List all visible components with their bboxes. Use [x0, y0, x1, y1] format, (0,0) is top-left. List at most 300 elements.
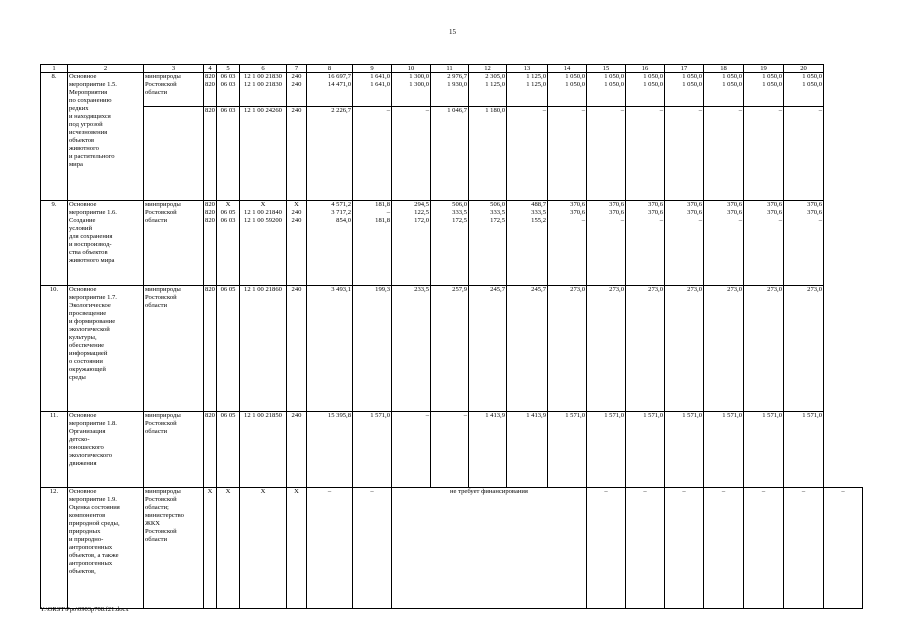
cell-line: природной среды,: [69, 520, 120, 527]
cell-line: 1 050,0: [604, 81, 624, 88]
value-cell: [469, 286, 507, 412]
value-cell: [784, 73, 824, 107]
responsible-agency: [144, 488, 204, 609]
value-cell: [431, 286, 469, 412]
cell-line: 240: [291, 412, 302, 419]
value-cell: –: [824, 488, 863, 609]
row-number: 10.: [41, 286, 68, 412]
measure-title: [68, 286, 144, 412]
cell-line: 1 050,0: [722, 81, 742, 88]
cell-line: 1 050,0: [802, 81, 822, 88]
cell-line: 820: [205, 286, 215, 293]
code-cell: Х: [217, 488, 240, 609]
cell-line: объектов, а также: [69, 552, 119, 559]
table-row: [41, 73, 863, 107]
cell-line: 1 571,0: [682, 412, 702, 419]
cell-line: Ростовской: [145, 294, 177, 301]
value-cell: [353, 286, 392, 412]
column-header: 18: [704, 65, 744, 73]
cell-line: 488,7: [531, 201, 546, 208]
value-cell: [548, 286, 587, 412]
cell-line: ЖКХ: [145, 520, 161, 527]
cell-line: 172,5: [452, 217, 467, 224]
cell-line: Х: [225, 201, 231, 208]
value-cell: [431, 201, 469, 286]
cell-line: 370,6: [648, 209, 663, 216]
cell-line: 14 471,0: [327, 81, 351, 88]
cell-line: области: [145, 89, 168, 96]
value-cell: [307, 107, 353, 201]
cell-line: 294,5: [414, 201, 429, 208]
value-cell: [744, 412, 784, 488]
value-cell: [626, 73, 665, 107]
cell-line: 181,8: [375, 217, 390, 224]
cell-line: 370,6: [767, 209, 782, 216]
cell-line: 1 050,0: [722, 73, 742, 80]
value-cell: [784, 412, 824, 488]
cell-line: редких: [69, 105, 89, 112]
value-cell: [665, 412, 704, 488]
column-header: 9: [353, 65, 392, 73]
cell-line: юношеского: [69, 444, 104, 451]
value-cell: –: [353, 488, 392, 609]
table-row: [41, 286, 863, 412]
value-cell: [240, 107, 287, 201]
value-cell: [307, 412, 353, 488]
cell-line: 1 930,0: [447, 81, 467, 88]
cell-line: 333,5: [531, 209, 546, 216]
cell-line: и формирование: [69, 318, 116, 325]
value-cell: [392, 73, 431, 107]
cell-line: 506,0: [490, 201, 505, 208]
cell-line: окружающей: [69, 366, 106, 373]
cell-line: 181,8: [375, 201, 390, 208]
value-cell: [287, 286, 307, 412]
cell-line: –: [778, 217, 782, 224]
cell-line: Ростовской: [145, 209, 177, 216]
cell-line: 854,0: [336, 217, 351, 224]
value-cell: [784, 286, 824, 412]
cell-line: минприроды: [145, 488, 181, 495]
value-cell: [548, 107, 587, 201]
value-cell: [287, 107, 307, 201]
cell-line: среды: [69, 374, 86, 381]
value-cell: [507, 412, 548, 488]
cell-line: министерство: [145, 512, 184, 519]
cell-line: 1 413,9: [485, 412, 505, 419]
value-cell: [217, 286, 240, 412]
cell-line: области;: [145, 504, 169, 511]
value-cell: [217, 73, 240, 107]
value-cell: [353, 73, 392, 107]
value-cell: –: [665, 488, 704, 609]
column-header: 6: [240, 65, 287, 73]
cell-line: –: [698, 217, 702, 224]
cell-line: животного: [69, 145, 99, 152]
cell-line: Основное: [69, 488, 97, 495]
table-row: [41, 488, 863, 609]
cell-line: 12 1 00 59200: [244, 217, 282, 224]
cell-line: 273,0: [807, 286, 822, 293]
cell-line: по сохранению: [69, 97, 112, 104]
column-header: 5: [217, 65, 240, 73]
cell-line: 370,6: [570, 201, 585, 208]
cell-line: 370,6: [807, 201, 822, 208]
cell-line: движения: [69, 460, 97, 467]
cell-line: 1 571,0: [565, 412, 585, 419]
row-number: 11.: [41, 412, 68, 488]
cell-line: 333,5: [490, 209, 505, 216]
cell-line: и находящихся: [69, 113, 111, 120]
cell-line: минприроды: [145, 201, 181, 208]
value-cell: [469, 73, 507, 107]
cell-line: мероприятие 1.5.: [69, 81, 117, 88]
value-cell: [353, 412, 392, 488]
value-cell: [784, 201, 824, 286]
value-cell: [392, 201, 431, 286]
cell-line: 172,5: [490, 217, 505, 224]
value-cell: [507, 73, 548, 107]
cell-line: –: [659, 107, 663, 114]
value-cell: [204, 201, 217, 286]
cell-line: 273,0: [767, 286, 782, 293]
cell-line: 245,7: [531, 286, 546, 293]
cell-line: 1 571,0: [643, 412, 663, 419]
measure-title: [68, 412, 144, 488]
cell-line: –: [463, 412, 467, 419]
column-header: 20: [784, 65, 824, 73]
cell-line: –: [738, 107, 742, 114]
cell-line: 16 697,7: [327, 73, 351, 80]
table-row: [41, 201, 863, 286]
value-cell: [744, 73, 784, 107]
value-cell: [744, 286, 784, 412]
cell-line: Ростовской: [145, 496, 177, 503]
cell-line: 06 03: [220, 107, 236, 114]
value-cell: [307, 201, 353, 286]
cell-line: экологической: [69, 326, 110, 333]
value-cell: [507, 107, 548, 201]
responsible-agency: [144, 201, 204, 286]
cell-line: Х: [294, 201, 299, 208]
cell-line: 1 641,0: [370, 81, 390, 88]
value-cell: [744, 201, 784, 286]
row-number: 8.: [41, 73, 68, 201]
cell-line: 1 300,0: [409, 73, 429, 80]
value-cell: [704, 107, 744, 201]
value-cell: [587, 73, 626, 107]
value-cell: [287, 412, 307, 488]
value-cell: [548, 201, 587, 286]
cell-line: Основное: [69, 286, 97, 293]
value-cell: [392, 286, 431, 412]
cell-line: 273,0: [648, 286, 663, 293]
cell-line: просвещение: [69, 310, 107, 317]
cell-line: информацией: [69, 350, 108, 357]
value-cell: [626, 412, 665, 488]
cell-line: 1 050,0: [643, 81, 663, 88]
value-cell: [287, 201, 307, 286]
value-cell: [704, 73, 744, 107]
value-cell: [587, 107, 626, 201]
value-cell: [665, 107, 704, 201]
column-header: 8: [307, 65, 353, 73]
value-cell: [204, 412, 217, 488]
table-row: [41, 412, 863, 488]
value-cell: [307, 73, 353, 107]
cell-line: 12 1 00 21840: [244, 209, 282, 216]
cell-line: 1 180,0: [485, 107, 505, 114]
value-cell: [704, 412, 744, 488]
column-header: 13: [507, 65, 548, 73]
value-cell: [353, 107, 392, 201]
cell-line: 820: [205, 412, 215, 419]
value-cell: [548, 73, 587, 107]
cell-line: 06 05: [220, 412, 236, 419]
column-header: 2: [68, 65, 144, 73]
column-header: 16: [626, 65, 665, 73]
column-header: 17: [665, 65, 704, 73]
column-header: 19: [744, 65, 784, 73]
column-header: 12: [469, 65, 507, 73]
value-cell: [469, 107, 507, 201]
cell-line: 2 226,7: [331, 107, 351, 114]
value-cell: [507, 201, 548, 286]
code-cell: Х: [240, 488, 287, 609]
cell-line: животного мира: [69, 257, 115, 264]
cell-line: Создание: [69, 217, 96, 224]
cell-line: ства объектов: [69, 249, 108, 256]
cell-line: компонентов: [69, 512, 106, 519]
cell-line: мероприятие 1.7.: [69, 294, 117, 301]
value-cell: [353, 201, 392, 286]
value-cell: [217, 412, 240, 488]
cell-line: условий: [69, 225, 92, 232]
cell-line: 1 125,0: [526, 81, 546, 88]
cell-line: –: [425, 412, 429, 419]
cell-line: Мероприятия: [69, 89, 108, 96]
value-cell: [665, 201, 704, 286]
value-cell: [548, 412, 587, 488]
value-cell: [307, 286, 353, 412]
cell-line: 2 976,7: [447, 73, 467, 80]
cell-line: для сохранения: [69, 233, 113, 240]
cell-line: –: [738, 217, 742, 224]
cell-line: 820: [205, 217, 215, 224]
cell-line: –: [659, 217, 663, 224]
cell-line: 257,9: [452, 286, 467, 293]
cell-line: 12 1 00 21860: [244, 286, 282, 293]
header-row: [41, 65, 863, 73]
value-cell: [587, 201, 626, 286]
cell-line: природных: [69, 528, 101, 535]
cell-line: 245,7: [490, 286, 505, 293]
cell-line: 370,6: [727, 201, 742, 208]
value-cell: [665, 286, 704, 412]
cell-line: 1 413,9: [526, 412, 546, 419]
value-cell: [392, 412, 431, 488]
value-cell: [240, 286, 287, 412]
cell-line: 240: [291, 81, 302, 88]
cell-line: и растительного: [69, 153, 115, 160]
cell-line: антропогенных: [69, 544, 113, 551]
cell-line: минприроды: [145, 412, 181, 419]
cell-line: 2 305,0: [485, 73, 505, 80]
value-cell: [204, 73, 217, 107]
cell-line: 1 050,0: [802, 73, 822, 80]
cell-line: 06 03: [220, 217, 236, 224]
cell-line: 172,0: [414, 217, 429, 224]
cell-line: –: [386, 209, 390, 216]
cell-line: 240: [291, 107, 302, 114]
cell-line: 820: [205, 201, 215, 208]
cell-line: 370,6: [648, 201, 663, 208]
cell-line: 1 050,0: [604, 73, 624, 80]
value-cell: [784, 107, 824, 201]
column-header: 1: [41, 65, 68, 73]
value-cell: [507, 286, 548, 412]
value-cell: [204, 286, 217, 412]
cell-line: 12 1 00 21850: [244, 412, 282, 419]
value-cell: –: [626, 488, 665, 609]
cell-line: 4 571,2: [331, 201, 351, 208]
no-funding-note: не требует финансирования: [392, 488, 587, 609]
cell-line: 820: [205, 107, 215, 114]
cell-line: 506,0: [452, 201, 467, 208]
value-cell: [704, 286, 744, 412]
cell-line: исчезновения: [69, 129, 108, 136]
value-cell: [626, 201, 665, 286]
cell-line: 1 050,0: [565, 73, 585, 80]
cell-line: 370,6: [609, 209, 624, 216]
cell-line: –: [581, 217, 585, 224]
value-cell: –: [587, 488, 626, 609]
cell-line: 1 050,0: [682, 73, 702, 80]
cell-line: –: [620, 217, 624, 224]
cell-line: мира: [69, 161, 83, 168]
cell-line: минприроды: [145, 286, 181, 293]
cell-line: –: [542, 107, 546, 114]
row-number: 9.: [41, 201, 68, 286]
cell-line: –: [778, 107, 782, 114]
cell-line: 155,2: [531, 217, 546, 224]
cell-line: 15 395,8: [327, 412, 351, 419]
cell-line: 06 05: [220, 286, 236, 293]
cell-line: обеспечение: [69, 342, 105, 349]
cell-line: 1 571,0: [762, 412, 782, 419]
cell-line: области: [145, 428, 168, 435]
cell-line: и природно-: [69, 536, 104, 543]
cell-line: мероприятие 1.9.: [69, 496, 117, 503]
cell-line: 199,3: [375, 286, 390, 293]
column-header: 10: [392, 65, 431, 73]
cell-line: под угрозой: [69, 121, 103, 128]
cell-line: 1 571,0: [604, 412, 624, 419]
cell-line: мероприятие 1.8.: [69, 420, 117, 427]
cell-line: 240: [291, 217, 302, 224]
cell-line: Основное: [69, 73, 97, 80]
cell-line: 1 300,0: [409, 81, 429, 88]
cell-line: 240: [291, 209, 302, 216]
cell-line: 1 641,0: [370, 73, 390, 80]
value-cell: [469, 412, 507, 488]
cell-line: 370,6: [687, 209, 702, 216]
cell-line: 122,5: [414, 209, 429, 216]
cell-line: Основное: [69, 201, 97, 208]
column-header: 14: [548, 65, 587, 73]
cell-line: 333,5: [452, 209, 467, 216]
value-cell: [626, 107, 665, 201]
cell-line: антропогенных: [69, 560, 113, 567]
cell-line: 1 050,0: [762, 81, 782, 88]
page-number: 15: [449, 28, 456, 36]
cell-line: минприроды: [145, 73, 181, 80]
value-cell: [240, 73, 287, 107]
value-cell: [240, 201, 287, 286]
measure-title: [68, 73, 144, 201]
cell-line: 1 050,0: [643, 73, 663, 80]
cell-line: –: [425, 107, 429, 114]
value-cell: [217, 107, 240, 201]
value-cell: [626, 286, 665, 412]
value-cell: –: [744, 488, 784, 609]
cell-line: 273,0: [570, 286, 585, 293]
cell-line: 1 050,0: [682, 81, 702, 88]
cell-line: 273,0: [727, 286, 742, 293]
cell-line: –: [698, 107, 702, 114]
cell-line: Х: [260, 201, 266, 208]
value-cell: [240, 412, 287, 488]
cell-line: 1 046,7: [447, 107, 467, 114]
cell-line: –: [581, 107, 585, 114]
measure-title: [68, 488, 144, 609]
cell-line: 370,6: [767, 201, 782, 208]
cell-line: Ростовской: [145, 420, 177, 427]
cell-line: 233,5: [414, 286, 429, 293]
value-cell: [431, 412, 469, 488]
cell-line: области: [145, 536, 168, 543]
cell-line: 240: [291, 73, 302, 80]
column-header: 7: [287, 65, 307, 73]
cell-line: детско-: [69, 436, 90, 443]
cell-line: 370,6: [727, 209, 742, 216]
cell-line: объектов: [69, 137, 95, 144]
cell-line: 370,6: [609, 201, 624, 208]
cell-line: 12 1 00 24260: [244, 107, 282, 114]
value-cell: [704, 201, 744, 286]
responsible-agency: [144, 286, 204, 412]
cell-line: 240: [291, 286, 302, 293]
cell-line: 1 125,0: [526, 73, 546, 80]
cell-line: экологического: [69, 452, 113, 459]
value-cell: [287, 73, 307, 107]
value-cell: –: [704, 488, 744, 609]
value-cell: [587, 286, 626, 412]
value-cell: [744, 107, 784, 201]
responsible-agency: [144, 73, 204, 107]
budget-table: [40, 64, 863, 609]
cell-line: Оценка состояния: [69, 504, 120, 511]
cell-line: 273,0: [687, 286, 702, 293]
cell-line: Ростовской: [145, 528, 177, 535]
code-cell: Х: [204, 488, 217, 609]
code-cell: Х: [287, 488, 307, 609]
value-cell: [204, 107, 217, 201]
cell-line: мероприятие 1.6.: [69, 209, 117, 216]
value-cell: [665, 73, 704, 107]
cell-line: 06 03: [220, 73, 236, 80]
cell-line: 273,0: [609, 286, 624, 293]
